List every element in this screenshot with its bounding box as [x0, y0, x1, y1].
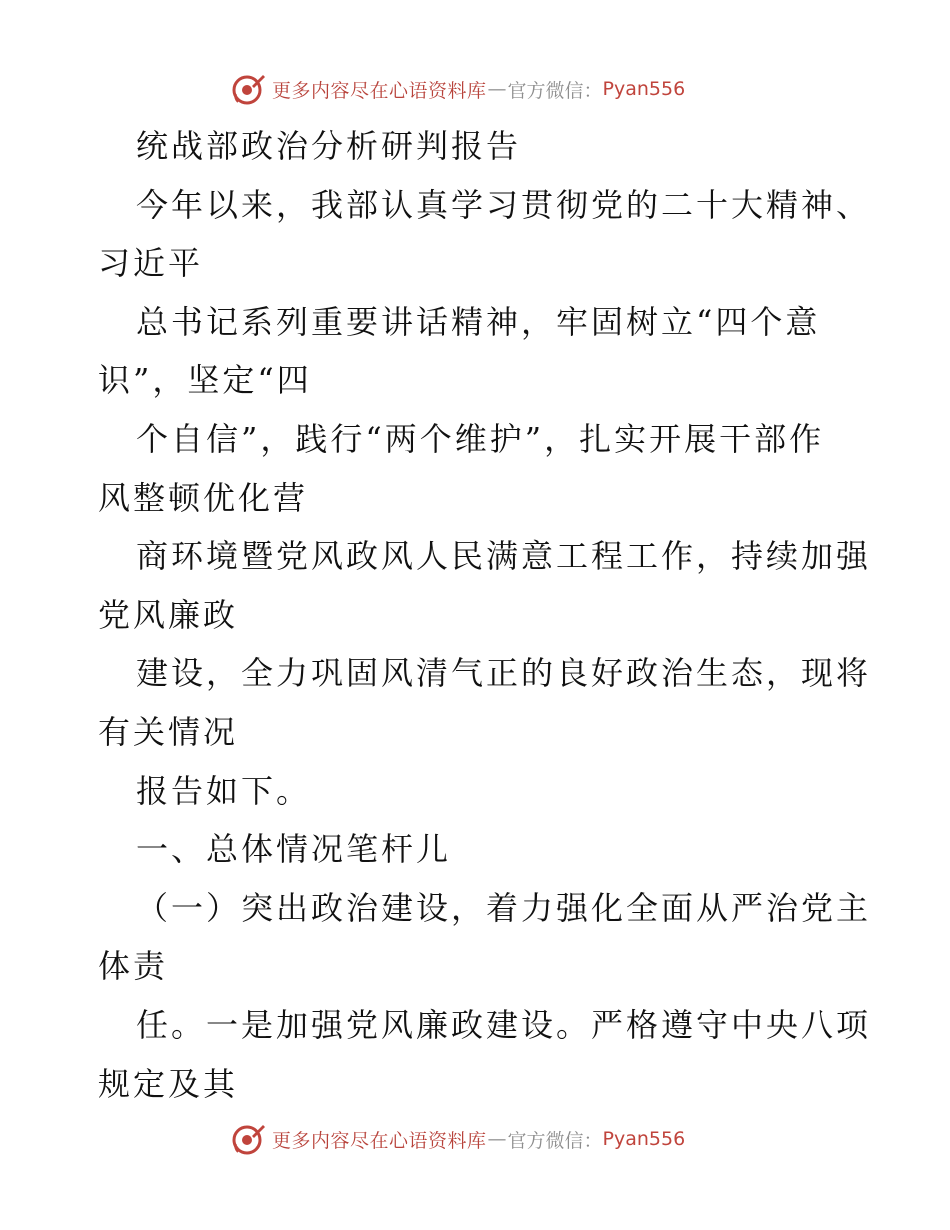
pen-logo-icon — [232, 72, 266, 106]
text-line: 体责 — [98, 947, 169, 986]
text-line: 识”，坚定“四 — [98, 361, 312, 400]
watermark-contact-label: 官方微信： — [507, 79, 603, 102]
text-line: 任。一是加强党风廉政建设。严格遵守中央八项 — [136, 1005, 872, 1044]
watermark-contact-id: Pyan556 — [602, 1128, 686, 1150]
footer-watermark — [232, 1122, 685, 1156]
text-line: 今年以来，我部认真学习贯彻党的二十大精神、 — [136, 185, 872, 224]
watermark-contact-id: Pyan556 — [602, 78, 686, 100]
document-title: 统战部政治分析研判报告 — [136, 127, 522, 165]
document-body — [98, 117, 872, 1113]
pen-logo-icon — [232, 1122, 266, 1156]
watermark-contact-label: 官方微信： — [507, 1129, 603, 1152]
section-heading: 一、总体情况笔杆儿 — [136, 830, 452, 869]
text-line: 个自信”，践行“两个维护”，扎实开展干部作 — [136, 419, 825, 458]
text-line: 商环境暨党风政风人民满意工程工作，持续加强 — [136, 537, 872, 576]
text-line: 总书记系列重要讲话精神，牢固树立“四个意 — [136, 302, 821, 341]
watermark-dash: — — [487, 1128, 507, 1150]
text-line: 报告如下。 — [136, 771, 312, 810]
text-line: 建设，全力巩固风清气正的良好政治生态，现将 — [136, 654, 872, 693]
subsection-heading: （一）突出政治建设，着力强化全面从严治党主 — [136, 888, 872, 927]
text-line: 风整顿优化营 — [98, 478, 309, 517]
text-line: 规定及其 — [98, 1064, 239, 1103]
text-line: 习近平 — [98, 244, 204, 283]
watermark-text: 更多内容尽在心语资料库 — [272, 79, 487, 102]
text-line: 有关情况 — [98, 712, 239, 751]
watermark-text: 更多内容尽在心语资料库 — [272, 1129, 487, 1152]
watermark-dash: — — [487, 78, 507, 100]
header-watermark — [232, 72, 685, 106]
text-line: 党风廉政 — [98, 595, 239, 634]
